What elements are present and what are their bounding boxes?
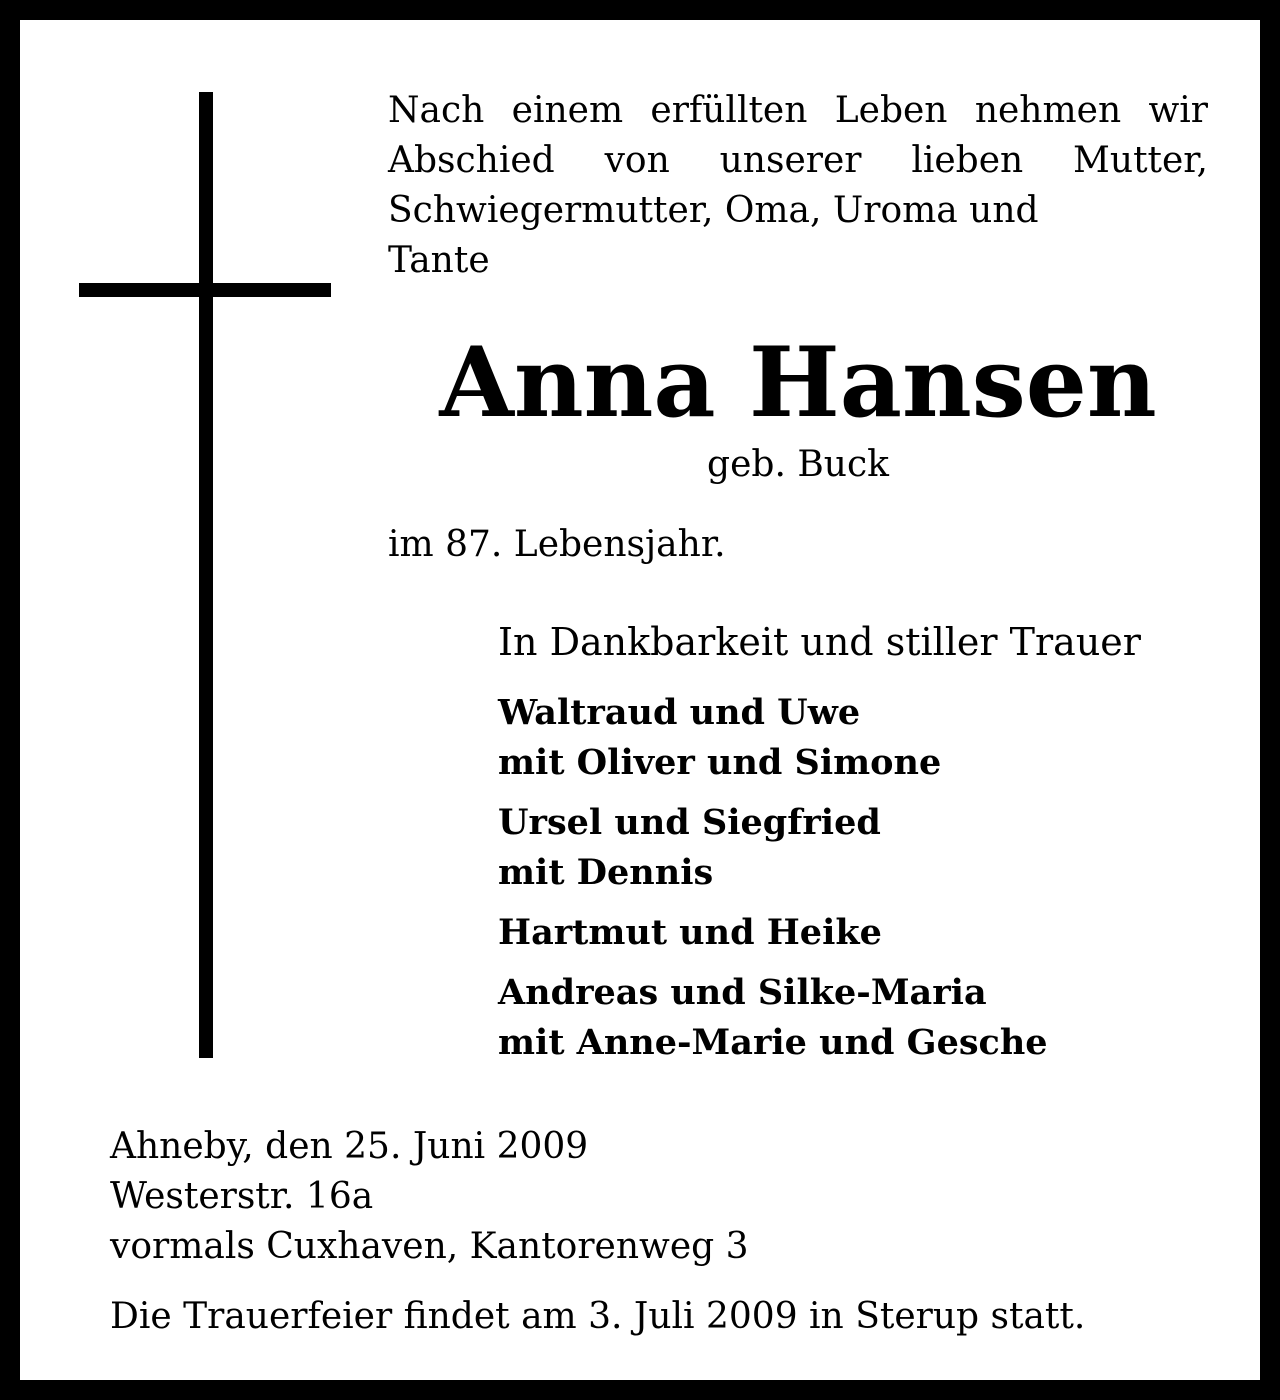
ceremony-notice: Die Trauerfeier findet am 3. Juli 2009 in Sterup statt. xyxy=(110,1296,1086,1337)
deceased-name: Anna Hansen xyxy=(439,326,1157,439)
mourner-line: mit Anne-Marie und Gesche xyxy=(498,1022,1048,1063)
cross-horizontal-bar xyxy=(79,283,331,297)
age-text: im 87. Lebensjahr. xyxy=(388,524,726,565)
mourner-line: Andreas und Silke-Maria xyxy=(498,972,987,1013)
intro-line: Abschied von unserer lieben Mutter, xyxy=(388,140,1208,181)
mourner-line: Ursel und Siegfried xyxy=(498,802,881,843)
mourners-list xyxy=(498,688,1048,1078)
mourner-line: mit Oliver und Simone xyxy=(498,742,942,783)
former-address: vormals Cuxhaven, Kantorenweg 3 xyxy=(110,1226,749,1267)
mourner-group xyxy=(498,908,1048,958)
footer-address xyxy=(110,1122,749,1272)
mourner-group xyxy=(498,798,1048,898)
mourner-line: Waltraud und Uwe xyxy=(498,692,861,733)
mourner-line: mit Dennis xyxy=(498,852,714,893)
cross-vertical-bar xyxy=(199,92,213,1058)
intro-text xyxy=(388,86,1208,286)
address: Westerstr. 16a xyxy=(110,1176,374,1217)
intro-line: Schwiegermutter, Oma, Uroma und xyxy=(388,190,1039,231)
mourner-group xyxy=(498,688,1048,788)
mourner-line: Hartmut und Heike xyxy=(498,912,882,953)
intro-line: Nach einem erfüllten Leben nehmen wir xyxy=(388,90,1208,131)
maiden-name: geb. Buck xyxy=(707,444,889,485)
place-date: Ahneby, den 25. Juni 2009 xyxy=(110,1126,589,1167)
mourner-group xyxy=(498,968,1048,1068)
intro-line: Tante xyxy=(388,240,490,281)
mourners-heading: In Dankbarkeit und stiller Trauer xyxy=(498,620,1141,664)
